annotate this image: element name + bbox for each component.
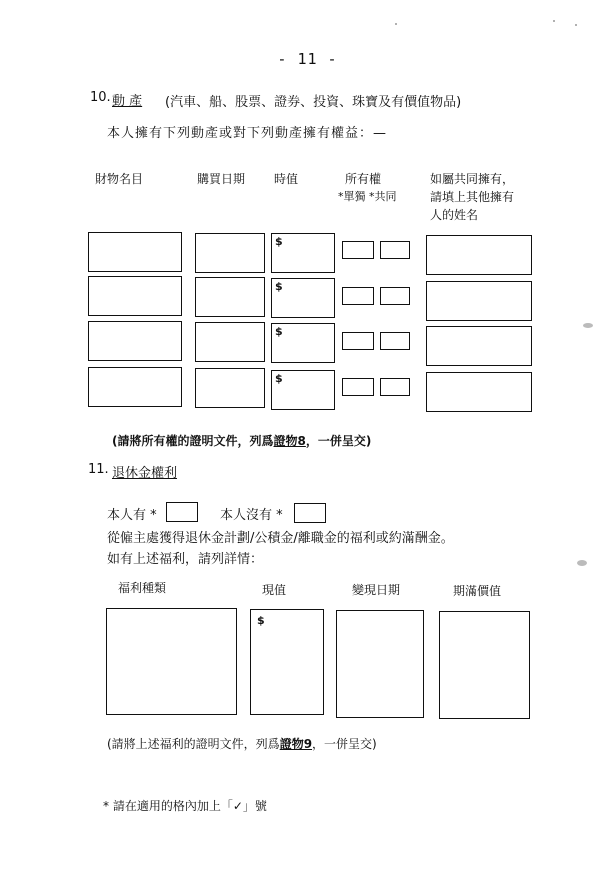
header-co-owner-line-3: 人的姓名 [430, 208, 479, 222]
no-pension-checkbox[interactable] [294, 503, 326, 523]
value-field[interactable] [271, 278, 335, 318]
header-co-owner-line-1: 如屬共同擁有， [430, 172, 515, 186]
realisation-date-field[interactable] [336, 610, 424, 718]
section-10-title: 動 產 [112, 94, 143, 109]
sole-ownership-checkbox[interactable] [342, 241, 374, 259]
item-name-field[interactable] [88, 232, 182, 272]
header-ownership-options: *單獨 *共同 [338, 190, 397, 203]
value-field[interactable] [271, 370, 335, 410]
section-11-line-2: 如有上述福利，請列詳情： [107, 552, 264, 567]
sole-ownership-checkbox[interactable] [342, 287, 374, 305]
dollar-sign: $ [275, 372, 283, 385]
dollar-sign: $ [257, 614, 265, 627]
joint-ownership-checkbox[interactable] [380, 332, 410, 350]
no-pension-label: 本人沒有 * [220, 508, 283, 523]
section-10-subtitle: (汽車、船、股票、證券、投資、珠寶及有價值物品) [165, 95, 462, 110]
scan-speck [583, 323, 593, 328]
have-pension-label: 本人有 * [107, 508, 157, 523]
joint-ownership-checkbox[interactable] [380, 241, 410, 259]
scan-speck [575, 24, 577, 26]
have-pension-checkbox[interactable] [166, 502, 198, 522]
section-11-number: 11. [88, 462, 109, 477]
co-owner-name-field[interactable] [426, 372, 532, 412]
checkmark-footnote: * 請在適用的格內加上「✓」號 [103, 799, 267, 813]
current-value-field[interactable] [250, 609, 324, 715]
joint-ownership-checkbox[interactable] [380, 287, 410, 305]
section-11-title: 退休金權利 [112, 466, 178, 481]
section-10-note-prefix: (請將所有權的證明文件，列爲 [112, 434, 274, 448]
header-ownership: 所有權 [345, 172, 382, 186]
dollar-sign: $ [275, 325, 283, 338]
section-10-note [112, 432, 371, 449]
dollar-sign: $ [275, 280, 283, 293]
benefit-type-field[interactable] [106, 608, 237, 715]
co-owner-name-field[interactable] [426, 235, 532, 275]
co-owner-name-field[interactable] [426, 281, 532, 321]
section-11-note-prefix: (請將上述福利的證明文件，列爲 [107, 737, 280, 751]
header-realisation-date: 變現日期 [352, 583, 401, 597]
header-value: 時值 [274, 172, 299, 186]
section-11-note [107, 735, 377, 752]
purchase-date-field[interactable] [195, 233, 265, 273]
item-name-field[interactable] [88, 321, 182, 361]
value-field[interactable] [271, 233, 335, 273]
purchase-date-field[interactable] [195, 277, 265, 317]
item-name-field[interactable] [88, 367, 182, 407]
header-maturity-value: 期滿價值 [453, 584, 502, 598]
scan-speck [553, 20, 555, 22]
scan-speck [577, 560, 587, 566]
purchase-date-field[interactable] [195, 368, 265, 408]
section-11-line-1: 從僱主處獲得退休金計劃/公積金/離職金的福利或約滿酬金。 [107, 531, 454, 546]
maturity-value-field[interactable] [439, 611, 530, 719]
value-field[interactable] [271, 323, 335, 363]
purchase-date-field[interactable] [195, 322, 265, 362]
exhibit-8: 證物8 [273, 434, 306, 448]
section-10-intro: 本人擁有下列動產或對下列動產擁有權益：— [107, 126, 388, 141]
header-co-owner-line-2: 請填上其他擁有 [430, 190, 515, 204]
sole-ownership-checkbox[interactable] [342, 332, 374, 350]
co-owner-name-field[interactable] [426, 326, 532, 366]
header-benefit-type: 福利種類 [118, 581, 167, 595]
dollar-sign: $ [275, 235, 283, 248]
header-item-name: 財物名目 [95, 172, 144, 186]
section-10-note-suffix: ，一併呈交) [305, 434, 372, 448]
item-name-field[interactable] [88, 276, 182, 316]
header-current-value: 現值 [262, 583, 287, 597]
exhibit-9: 證物9 [279, 737, 313, 751]
header-purchase-date: 購買日期 [197, 172, 246, 186]
section-10-number: 10. [90, 90, 111, 105]
section-11-note-suffix: ，一併呈交) [312, 737, 377, 751]
page-number: - 11 - [277, 50, 338, 68]
sole-ownership-checkbox[interactable] [342, 378, 374, 396]
joint-ownership-checkbox[interactable] [380, 378, 410, 396]
scan-speck [395, 23, 397, 25]
header-co-owner [430, 170, 514, 224]
